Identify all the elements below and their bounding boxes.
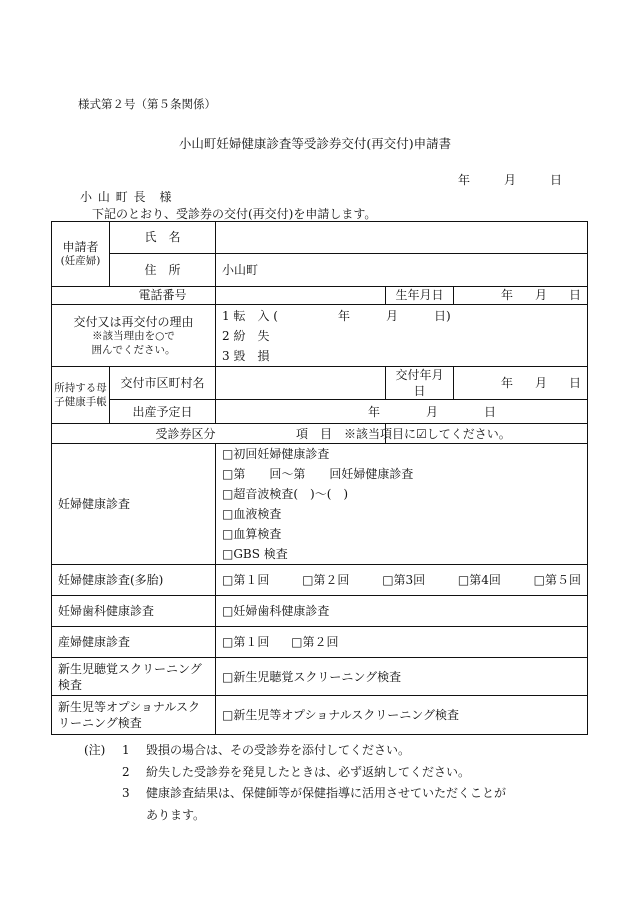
note-text-3: 健康診査結果は、保健師等が保健指導に活用させていただくことが xyxy=(146,786,507,800)
postpartum-label: 産婦健康診査 xyxy=(52,627,216,658)
checkup-options xyxy=(216,444,588,565)
municipality-field[interactable] xyxy=(216,367,386,400)
name-field[interactable] xyxy=(216,222,588,254)
multiple-label: 妊婦健康診査(多胎) xyxy=(52,565,216,596)
addressee: 小 山 町 長 様 xyxy=(80,190,173,204)
reason-label-cell xyxy=(52,305,216,367)
due-day: 日 xyxy=(484,404,497,419)
birth-day: 日 xyxy=(569,288,582,303)
reason-option-transfer[interactable]: 1 転 入 ( 年 月 日) xyxy=(222,308,451,323)
reason-option-lost[interactable]: 2 紛 失 xyxy=(222,328,270,343)
issue-day: 日 xyxy=(569,376,582,391)
application-date xyxy=(458,171,562,188)
application-form-table xyxy=(51,221,588,735)
form-number: 様式第２号（第５条関係） xyxy=(78,97,216,111)
due-date-field[interactable] xyxy=(216,400,588,424)
intro-text: 下記のとおり、受診券の交付(再交付)を申請します。 xyxy=(92,207,377,221)
reason-label: 交付又は再交付の理由 xyxy=(73,314,194,329)
notes xyxy=(84,740,506,826)
birth-label: 生年月日 xyxy=(386,287,454,305)
applicant-label: 申請者 xyxy=(62,240,99,255)
due-year: 年 xyxy=(368,404,381,419)
checkbox-optional-screening[interactable]: □新生児等オプショナルスクリーニング検査 xyxy=(216,696,588,735)
checkbox-multiple-3[interactable]: □第3回 xyxy=(382,573,426,588)
address-value: 小山町 xyxy=(222,262,259,277)
note-text-3-continuation: あります。 xyxy=(146,807,206,822)
applicant-group xyxy=(52,222,110,287)
voucher-type-label: 受診券区分 xyxy=(52,424,386,444)
checkbox-gbs-test[interactable]: □GBS 検査 xyxy=(222,547,288,562)
issue-year: 年 xyxy=(501,376,514,391)
note-text-1: 毀損の場合は、その受診券を添付してください。 xyxy=(146,743,411,757)
note-text-2: 紛失した受診券を発見したときは、必ず返納してください。 xyxy=(146,764,471,779)
checkbox-multiple-4[interactable]: □第4回 xyxy=(457,573,501,588)
notes-label: (注) xyxy=(84,743,106,757)
birth-year: 年 xyxy=(501,288,514,303)
postpartum-options xyxy=(216,627,588,658)
note-number-2: 2 xyxy=(122,764,130,779)
checkbox-hearing[interactable]: □新生児聴覚スクリーニング検査 xyxy=(216,658,588,696)
checkbox-cbc-test[interactable]: □血算検査 xyxy=(222,527,282,542)
address-label: 住 所 xyxy=(110,254,216,287)
checkbox-initial-checkup[interactable]: □初回妊婦健康診査 xyxy=(222,447,330,462)
optional-label: 新生児等オプショナルスクリーニング検査 xyxy=(52,696,216,735)
address-field[interactable] xyxy=(216,254,588,287)
reason-option-damaged[interactable]: 3 毀 損 xyxy=(222,348,270,363)
checkbox-postpartum-1[interactable]: □第１回 xyxy=(222,635,270,650)
reason-note-2: 囲んでください。 xyxy=(91,343,176,356)
issue-date-field[interactable] xyxy=(454,367,588,400)
applicant-sub-label: (妊産婦) xyxy=(60,255,101,268)
birth-field[interactable] xyxy=(454,287,588,305)
checkbox-multiple-2[interactable]: □第２回 xyxy=(302,573,350,588)
phone-label: 電話番号 xyxy=(52,287,216,305)
reason-options xyxy=(216,305,588,367)
page-title: 小山町妊婦健康診査等受診券交付(再交付)申請書 xyxy=(178,136,452,151)
municipality-label: 交付市区町村名 xyxy=(110,367,216,400)
due-month: 月 xyxy=(426,404,439,419)
checkbox-multiple-1[interactable]: □第１回 xyxy=(222,573,270,588)
checkup-label: 妊婦健康診査 xyxy=(52,444,216,565)
due-date-label: 出産予定日 xyxy=(110,400,216,424)
checkbox-postpartum-2[interactable]: □第２回 xyxy=(291,635,339,650)
hearing-label: 新生児聴覚スクリーニング検査 xyxy=(52,658,216,696)
birth-month: 月 xyxy=(535,288,548,303)
multiple-options xyxy=(216,565,588,596)
note-number-1: 1 xyxy=(122,743,130,757)
checkbox-dental[interactable]: □妊婦歯科健康診査 xyxy=(216,596,588,627)
note-number-3: 3 xyxy=(122,786,130,800)
handbook-group-label: 所持する母子健康手帳 xyxy=(52,367,110,424)
date-day: 日 xyxy=(549,173,562,187)
issue-month: 月 xyxy=(535,376,548,391)
phone-field[interactable] xyxy=(216,287,386,305)
dental-label: 妊婦歯科健康診査 xyxy=(52,596,216,627)
checkbox-nth-checkup[interactable]: □第 回～第 回妊婦健康診査 xyxy=(222,467,414,482)
issue-date-label: 交付年月日 xyxy=(386,367,454,400)
checkbox-multiple-5[interactable]: □第５回 xyxy=(533,573,581,588)
reason-note-1: ※該当理由を○で xyxy=(92,329,175,342)
name-label: 氏 名 xyxy=(110,222,216,254)
date-year: 年 xyxy=(458,173,471,187)
checkbox-blood-test[interactable]: □血液検査 xyxy=(222,507,282,522)
voucher-type-header: 項 目 ※該当項目に☑してください。 xyxy=(386,424,588,444)
date-month: 月 xyxy=(503,173,516,187)
checkbox-ultrasound[interactable]: □超音波検査( )～( ) xyxy=(222,487,349,502)
